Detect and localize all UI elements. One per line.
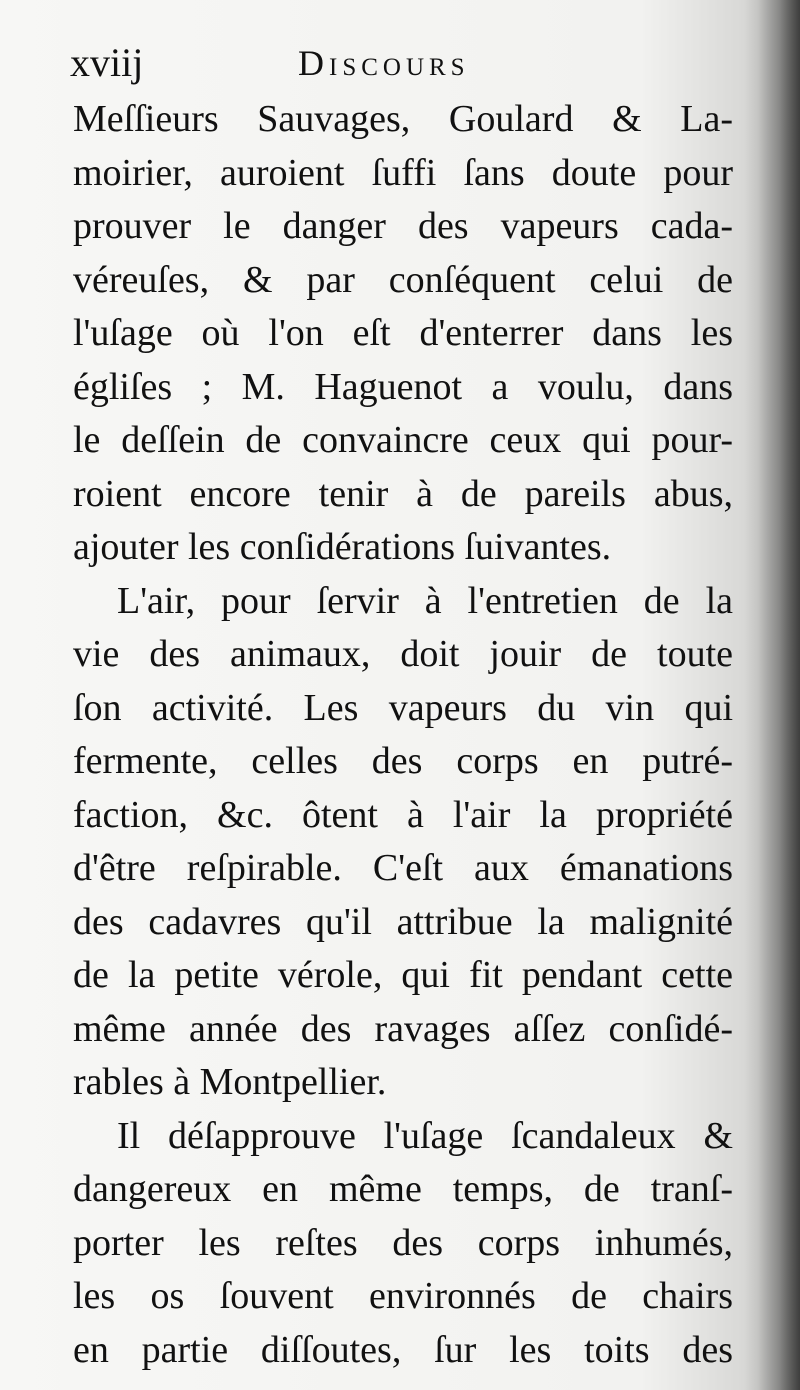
- text-line: moirier, auroient ſuffi ſans doute pour: [73, 151, 733, 194]
- body-text: [73, 93, 733, 1377]
- text-line: dangereux en même temps, de tranſ-: [73, 1168, 733, 1210]
- text-line: d'être reſpirable. C'eſt aux émanations: [73, 847, 733, 889]
- text-line: en partie diſſoutes, ſur les toits des: [73, 1328, 733, 1371]
- text-line: véreuſes, & par conſéquent celui de: [73, 258, 733, 301]
- text-line: fermente, celles des corps en putré-: [73, 740, 733, 782]
- text-line: prouver le danger des vapeurs cada-: [73, 205, 733, 247]
- text-line: l'uſage où l'on eſt d'enterrer dans les: [73, 312, 733, 354]
- text-line: Meſſieurs Sauvages, Goulard & La-: [73, 98, 733, 140]
- page-header: [70, 38, 730, 88]
- text-line: égliſes ; M. Haguenot a voulu, dans: [73, 365, 733, 408]
- text-line: porter les reſtes des corps inhumés,: [73, 1221, 733, 1264]
- text-line: ſon activité. Les vapeurs du vin qui: [73, 686, 733, 729]
- text-line: vie des animaux, doit jouir de toute: [73, 633, 733, 675]
- text-line: roient encore tenir à de pareils abus,: [73, 472, 733, 515]
- text-line: ajouter les conſidérations ſuivantes.: [73, 526, 612, 568]
- text-line: le deſſein de convaincre ceux qui pour-: [73, 419, 733, 461]
- text-line: même année des ravages aſſez conſidé-: [73, 1007, 733, 1050]
- running-title: Discours: [298, 43, 470, 83]
- text-line: les os ſouvent environnés de chairs: [73, 1275, 733, 1317]
- text-line: faction, &c. ôtent à l'air la propriété: [73, 793, 733, 836]
- text-line: L'air, pour ſervir à l'entretien de la: [117, 579, 733, 622]
- text-line: de la petite vérole, qui fit pendant cette: [73, 954, 733, 996]
- text-line: rables à Montpellier.: [73, 1061, 387, 1103]
- text-line: des cadavres qu'il attribue la malignité: [73, 900, 733, 943]
- page-edge-shadow: [758, 0, 800, 1390]
- page-number: xviij: [70, 40, 144, 85]
- text-line: Il déſapprouve l'uſage ſcandaleux &: [117, 1114, 733, 1157]
